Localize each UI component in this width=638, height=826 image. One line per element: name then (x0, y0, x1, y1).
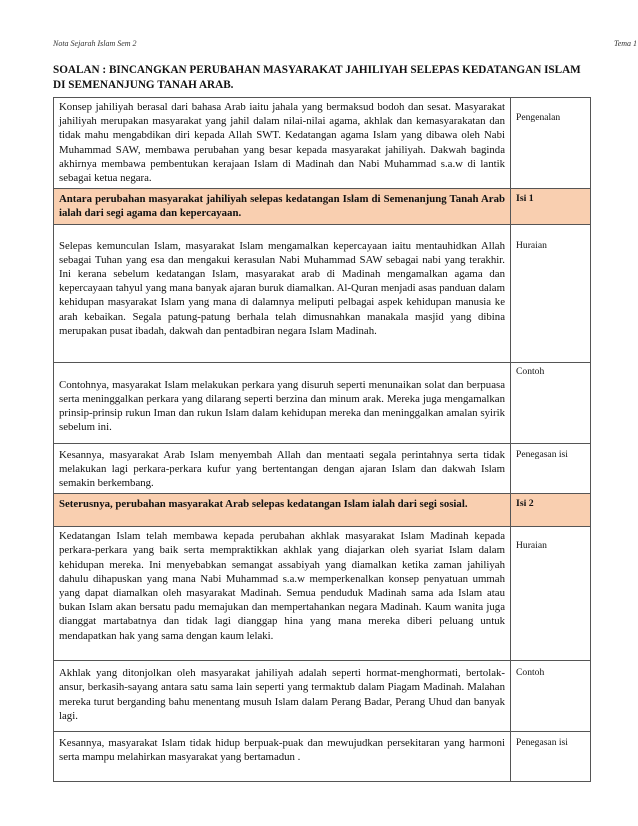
row-text-contoh-1: Contohnya, masyarakat Islam melakukan perkara yang disuruh seperti menunaikan solat dan berpuasa serta meninggalkan perkara yang dilarang seperti berzina dan minum arak. Mereka juga mengamalkan prinsip-prinsip rukun Iman dan rukun Islam dalam kehidupan mereka dan meninggalkan amalan syirik sebelum ini. (54, 362, 511, 443)
table-row (54, 224, 591, 362)
row-text-penegasan-1: Kesannya, masyarakat Arab Islam menyembah Allah dan mentaati segala perintahnya serta tidak melakukan lagi perkara-perkara kufur yang bertentangan dengan ajaran Islam dan dakwah Islam semakin berkembang. (54, 443, 511, 494)
row-text-penegasan-2: Kesannya, masyarakat Islam tidak hidup berpuak-puak dan mewujudkan persekitaran yang harmoni serta mampu melahirkan masyarakat yang bertamadun . (54, 732, 511, 782)
row-text-huraian-1: Selepas kemunculan Islam, masyarakat Islam mengamalkan kepercayaan iaitu mentauhidkan Allah sebagai Tuhan yang esa dan mengakui kerasulan Nabi Muhammad SAW sebagai nabi yang terakhir. Ini kerana sebelum kedatangan Islam, masyarakat arab di Madinah mengamalkan agama dan kepercayaan tahyul yang mana banyak ajaran buruk diamalkan. Al-Quran menjadi asas panduan dalam kehidupan masyarakat Islam yang mana di dalamnya meliputi pelbagai aspek kehidupan manusia ke arah kebaikan. Segala patung-patung berhala telah dimusnahkan manakala masjid yang dibina merupakan pusat ibadah, dakwah dan pentadbiran negara Islam Madinah. (54, 224, 511, 362)
table-row (54, 362, 591, 443)
row-text-pengenalan: Konsep jahiliyah berasal dari bahasa Arab iaitu jahala yang bermaksud bodoh dan sesat. Masyarakat jahiliyah merupakan masyarakat yang jahil dalam nilai-nilai agama, akhlak dan kemasyarakatan dan tidak mahu mengabdikan diri kepada Allah SWT. Kedatangan agama Islam yang dibawa oleh Nabi Muhammad SAW, membawa perubahan yang besar kepada masyarakat jahiliyah. Dakwah baginda akhirnya membawa pembentukan kerajaan Islam di Madinah dan Nabi Muhammad s.a.w di lantik sebagai ketua negara. (54, 98, 511, 189)
answer-table (53, 97, 591, 782)
row-text-contoh-2: Akhlak yang ditonjolkan oleh masyarakat jahiliyah adalah seperti hormat-menghormati, bertolak-ansur, berkasih-sayang antara satu sama lain seperti yang termaktub dalam Piagam Madinah. Malahan mereka turut berganding bahu menentang musuh Islam dalam Perang Badar, Perang Uhud dan banyak lagi. (54, 661, 511, 732)
question-heading: SOALAN : BINCANGKAN PERUBAHAN MASYARAKAT JAHILIYAH SELEPAS KEDATANGAN ISLAM DI SEMENANJUNG TANAH ARAB. (53, 64, 581, 91)
row-label-huraian-2: Huraian (511, 527, 591, 661)
row-text-huraian-2: Kedatangan Islam telah membawa kepada perubahan akhlak masyarakat Islam Madinah kepada perkara-perkara yang baik serta mempraktikkan akhlak yang diajarkan oleh syariat Islam dalam kehidupan mereka. Ini menyebabkan semangat assabiyah yang diamalkan ketika zaman jahiliyah dahulu dihapuskan yang mana Nabi Muhammad s.a.w memperkenalkan konsep penyatuan ummah yang dapat diamalkan oleh masyarakat Madinah. Semua penduduk Madinah sama ada Islam atau bukan Islam akan bersatu padu memajukan dan mempertahankan negara Madinah. Kaum wanita juga dianggat martabatnya dan tidak lagi dianggap hina yang mana mereka diberi peluang untuk mendapatkan hak yang sama dengan kaum lelaki. (54, 527, 511, 661)
row-label-huraian-1: Huraian (511, 224, 591, 362)
table-row (54, 732, 591, 782)
row-label-isi-2: Isi 2 (511, 494, 591, 527)
table-row (54, 443, 591, 494)
table-row (54, 98, 591, 189)
row-label-isi-1: Isi 1 (511, 189, 591, 224)
row-label-contoh-2: Contoh (511, 661, 591, 732)
running-header-left: Nota Sejarah Islam Sem 2 (53, 39, 137, 48)
table-row (54, 494, 591, 527)
table-row (54, 527, 591, 661)
row-text-isi-2: Seterusnya, perubahan masyarakat Arab selepas kedatangan Islam ialah dari segi sosial. (54, 494, 511, 527)
table-row (54, 661, 591, 732)
row-label-pengenalan: Pengenalan (511, 98, 591, 189)
table-row (54, 189, 591, 224)
row-text-isi-1: Antara perubahan masyarakat jahiliyah selepas kedatangan Islam di Semenanjung Tanah Arab ialah dari segi agama dan kepercayaan. (54, 189, 511, 224)
row-label-penegasan-2: Penegasan isi (511, 732, 591, 782)
row-label-penegasan-1: Penegasan isi (511, 443, 591, 494)
row-label-contoh-1: Contoh (511, 362, 591, 443)
running-header-right: Tema 1 (614, 39, 638, 48)
